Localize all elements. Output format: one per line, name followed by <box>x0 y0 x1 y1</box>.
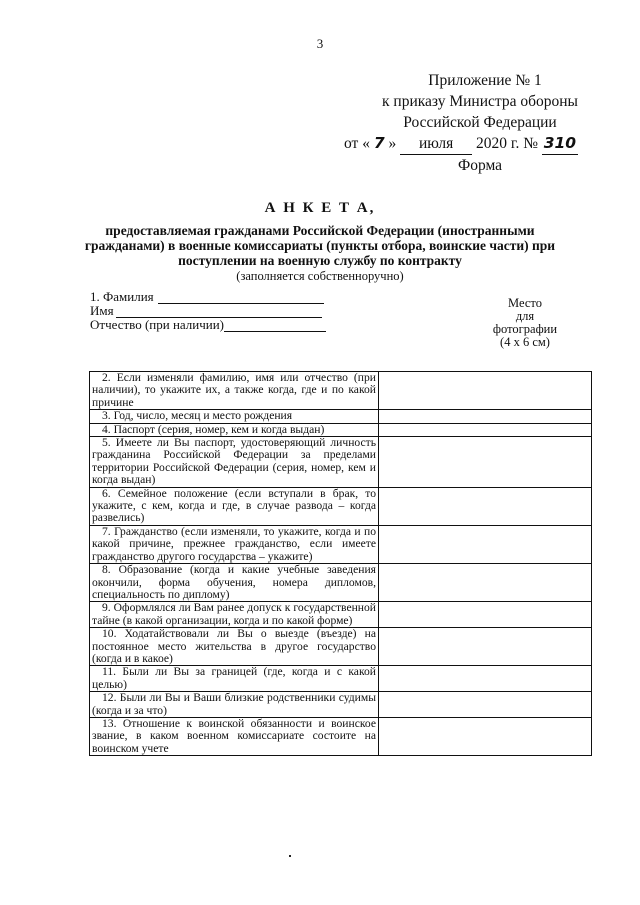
question-cell <box>90 692 379 718</box>
answer-cell[interactable] <box>379 692 592 718</box>
question-text: 4. Паспорт (серия, номер, кем и когда выдан) <box>102 422 325 436</box>
name-row <box>90 304 350 318</box>
date-mid: » <box>388 135 397 152</box>
patronymic-label: Отчество (при наличии) <box>90 317 225 332</box>
form-label: Форма <box>457 157 503 174</box>
appendix-org-line: Российской Федерации <box>403 114 557 131</box>
answer-cell[interactable] <box>379 564 592 602</box>
appendix-block <box>330 70 630 176</box>
question-cell <box>90 666 379 692</box>
table-row <box>90 628 592 666</box>
answer-cell[interactable] <box>379 666 592 692</box>
date-prefix: от « <box>344 135 370 152</box>
table-row <box>90 437 592 488</box>
question-text: 5. Имеете ли Вы паспорт, удостоверяющий личность гражданина Российской Федерации за пределами территории Российской Федерации (серия, номер, кем и когда выдан) <box>92 436 376 487</box>
question-text: 11. Были ли Вы за границей (где, когда и с какой целью) <box>92 665 376 691</box>
question-cell <box>90 410 379 423</box>
photo-placeholder <box>470 297 580 349</box>
answer-cell[interactable] <box>379 437 592 488</box>
table-row <box>90 372 592 410</box>
answer-cell[interactable] <box>379 525 592 563</box>
table-row <box>90 410 592 423</box>
surname-field[interactable] <box>158 291 324 304</box>
photo-line-1: Место <box>508 296 542 310</box>
date-day: 7 <box>373 134 385 152</box>
question-text: 2. Если изменяли фамилию, имя или отчество (при наличии), то укажите их, а также когда, где и по какой причине <box>92 371 376 409</box>
question-cell <box>90 717 379 755</box>
question-text: 13. Отношение к воинской обязанности и воинское звание, в каком военном комиссариате состоите на воинском учете <box>92 716 376 755</box>
photo-line-4: (4 х 6 см) <box>500 335 550 349</box>
table-row <box>90 525 592 563</box>
answer-cell[interactable] <box>379 423 592 436</box>
order-number: 310 <box>542 133 578 155</box>
patronymic-field[interactable] <box>224 319 326 332</box>
scan-speck <box>289 855 291 857</box>
appendix-title: Приложение № 1 <box>428 72 542 89</box>
patronymic-row <box>90 318 350 332</box>
appendix-order-line: к приказу Министра обороны <box>382 93 578 110</box>
surname-label: 1. Фамилия <box>90 289 154 304</box>
answer-cell[interactable] <box>379 717 592 755</box>
table-row <box>90 487 592 525</box>
question-text: 8. Образование (когда и какие учебные заведения окончили, форма обучения, номера дипломов, специальность по диплому) <box>92 563 376 601</box>
table-row <box>90 692 592 718</box>
answer-cell[interactable] <box>379 602 592 628</box>
question-cell <box>90 487 379 525</box>
table-row <box>90 666 592 692</box>
answer-cell[interactable] <box>379 410 592 423</box>
question-cell <box>90 423 379 436</box>
question-text: 9. Оформлялся ли Вам ранее допуск к государственной тайне (в какой организации, когда и по какой форме) <box>92 601 376 627</box>
answer-cell[interactable] <box>379 628 592 666</box>
date-month: июля <box>400 133 472 155</box>
table-row <box>90 602 592 628</box>
questionnaire-table <box>89 371 592 756</box>
form-subtitle: предоставляемая гражданами Российской Федерации (иностранными гражданами) в военные комиссариаты (пункты отбора, воинские части) при поступлении на военную службу по контракту <box>84 223 556 268</box>
page-number: 3 <box>316 36 324 51</box>
question-text: 10. Ходатайствовали ли Вы о выезде (въезде) на постоянное место жительства в другое государство (когда и в какое) <box>92 627 376 665</box>
question-cell <box>90 525 379 563</box>
question-cell <box>90 437 379 488</box>
question-text: 7. Гражданство (если изменяли, то укажите, когда и по какой причине, прежнее гражданство, если имеете гражданство другого государства – укажите) <box>92 524 376 563</box>
name-fields <box>90 290 350 332</box>
photo-line-3: фотографии <box>492 322 558 336</box>
table-row <box>90 423 592 436</box>
question-cell <box>90 602 379 628</box>
date-year: 2020 г. № <box>476 135 539 152</box>
table-row <box>90 717 592 755</box>
question-cell <box>90 372 379 410</box>
question-text: 12. Были ли Вы и Ваши близкие родственники судимы (когда и за что) <box>92 691 376 717</box>
surname-row <box>90 290 350 304</box>
question-text: 6. Семейное положение (если вступали в брак, то укажите, с кем, когда и где, в случае развода – когда развелись) <box>92 486 376 525</box>
table-row <box>90 564 592 602</box>
name-label: Имя <box>90 303 114 318</box>
appendix-date-line <box>330 133 630 155</box>
question-text: 3. Год, число, месяц и место рождения <box>102 409 293 423</box>
photo-line-2: для <box>515 309 535 323</box>
answer-cell[interactable] <box>379 487 592 525</box>
form-note: (заполняется собственноручно) <box>236 269 404 283</box>
answer-cell[interactable] <box>379 372 592 410</box>
question-cell <box>90 564 379 602</box>
question-cell <box>90 628 379 666</box>
form-heading <box>80 200 560 284</box>
form-title: А Н К Е Т А, <box>264 200 376 216</box>
